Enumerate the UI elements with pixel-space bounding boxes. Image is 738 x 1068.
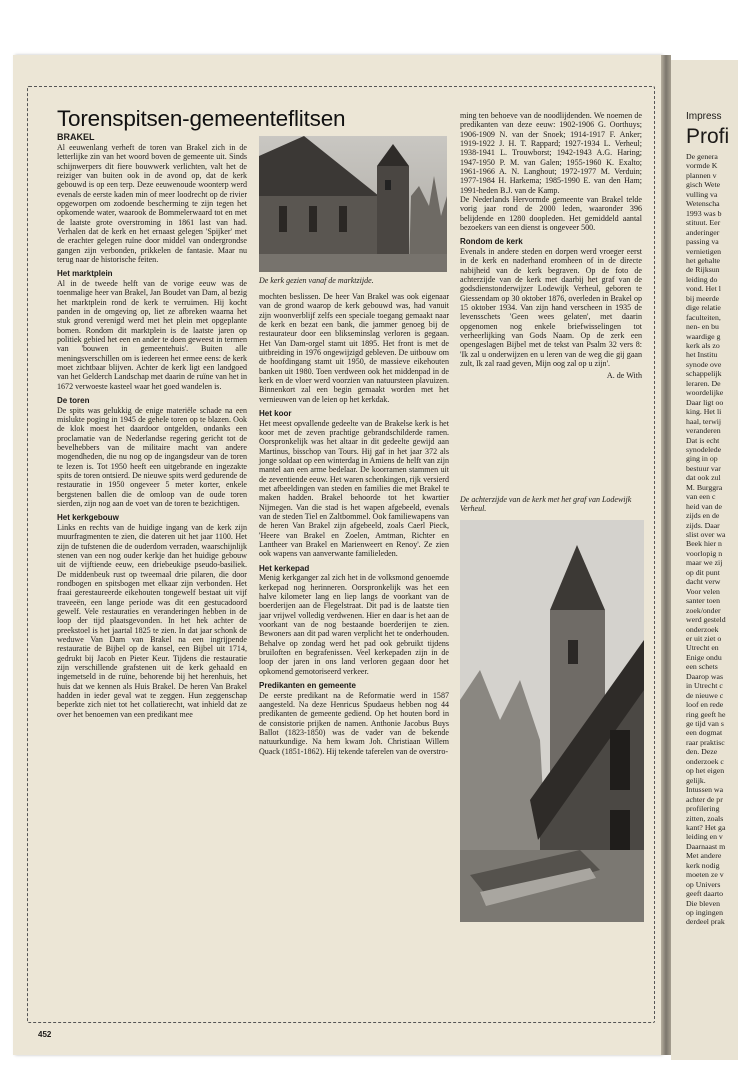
next-page-line: vulling va <box>686 189 718 199</box>
next-page-line: het Institu <box>686 350 718 360</box>
photo1-caption: De kerk gezien vanaf de marktzijde. <box>259 276 374 285</box>
next-page-line: op dit punt <box>686 567 720 577</box>
next-page-line: Daarnaast m <box>686 841 726 851</box>
next-page-line: in Utrecht c <box>686 681 723 691</box>
next-page-line: een dogmat <box>686 728 723 738</box>
next-page-line: achter de pr <box>686 794 723 804</box>
next-page-line: onderzoek c <box>686 756 724 766</box>
column-1 <box>57 143 247 719</box>
next-page-line: stituut. Eer <box>686 218 721 228</box>
next-page-line: Met andere <box>686 851 722 861</box>
next-page-line: dige relatie <box>686 303 721 313</box>
column-2 <box>259 292 449 756</box>
next-page-line: Dat is echt <box>686 435 720 445</box>
page-number: 452 <box>38 1030 52 1039</box>
next-page-line: synode ove <box>686 359 722 369</box>
heading-toren: De toren <box>57 396 90 406</box>
next-page-line: Daarop was <box>686 671 724 681</box>
next-page-line: dacht verw <box>686 577 721 587</box>
next-page-line: vernietigen <box>686 246 722 256</box>
column-3 <box>460 111 642 381</box>
next-page-line: derdeel prak <box>686 917 725 927</box>
next-page-line: op het eigen <box>686 766 725 776</box>
next-page-line: kerk nodig <box>686 860 720 870</box>
next-page-line: faculteiten, <box>686 312 721 322</box>
next-page-line: zoek/onder <box>686 605 721 615</box>
next-page-line: De genera <box>686 152 718 161</box>
paragraph-kerkgebouw: Links en rechts van de huidige ingang van de kerk zijn muurfragmenten te zien, die dateren uit het jaar 1100. Het zijn de tufstenen die de ouderdom verraden, waarschijnlijk stenen van een nog ouder kerkje dan het huidige gebouw uit de vijftiende eeuw, een driebeukige pseudo-basiliek. De middenbeuk rust op tweemaal drie pilaren, die door rondbogen en spitsbogen met elkaar zijn verbonden. Het fraai gerestaureerde eikehouten tongewelf bestaat uit vijf traveeën, een lange periode was dit een gestucadoord gewelf. Vele restauraties en veranderingen hebben in de loop der tijd plaatsgevonden. In het hek achter de preekstoel is het jaartal 1825 te zien. In dat jaar schonk de weduwe Van Dam van Brakel na een ingrijpende restauratie de Bijbel op de kansel, een Bijbel uit 1714, gedrukt bij Jacob en Pieter Keur. Tijdens die restauratie zijn verschillende grafstenen uit de kerk gehaald en ingemetseld in de ruïne, behorende bij het herenhuis, het huis dat we kennen als Huis Brakel. De heren Van Brakel hadden in ieder geval wat te zeggen. Hun zeggenschap beperkte zich niet tot het collatierecht, wat inhield dat ze over het benoemen van een predikant mee <box>57 522 247 719</box>
paragraph-orgel: mochten beslissen. De heer Van Brakel was ook eigenaar van de grond waarop de kerk gebouwd was, had vanuit zijn woonverblijf zelfs een speciale toegang gemaakt naar de kerk en bezat een bank, die jammer genoeg bij de restaurateur door een blikseminslag verloren is gegaan. Het Van Dam-orgel stamt uit 1895. Het front is met de uitbreiding in 1976 ongewijzigd gebleven. De uitbouw om de hoofdingang stamt uit 1950, de massieve eikehouten banken uit 1980. Toen verdween ook het middenpad in de kerk en de vloer werd voorzien van natuursteen plavuizen. Binnenkort zal een begin gemaakt worden met het vernieuwen van de leien op het kerkdak. <box>259 292 449 404</box>
heading-marktplein: Het marktplein <box>57 269 113 279</box>
next-page-line: werd gesteld <box>686 615 726 625</box>
next-page-line: kerk als zo <box>686 341 720 350</box>
next-page-line: het gehalte <box>686 255 720 265</box>
next-page-line: zijds. Daar <box>686 520 720 530</box>
paragraph-predikanten: De eerste predikant na de Reformatie werd in 1587 aangesteld. Na deze Henricus Spudaeus hebben nog 44 predikanten de gemeente gediend. Op het houten bord in de consistorie prijken de namen. Anthonie Jacobus Buys Ballot (1823-1850) was de vader van de bekende natuurkundige. Na hem kwam Joh. Christiaan Willem Quack (1851-1862). Hij tekende taferelen van de overstro- <box>259 690 449 756</box>
next-page-line: plannen v <box>686 170 717 180</box>
next-page-line: Die bleven <box>686 898 720 908</box>
next-page-line: woordelijke <box>686 388 724 398</box>
article-title: Torenspitsen-gemeenteflitsen <box>57 106 346 131</box>
article-author: A. de With <box>606 371 642 381</box>
next-page-line: ring geeft he <box>686 709 726 719</box>
church-photo-image <box>259 136 447 272</box>
next-page-line: gisch Wete <box>686 180 721 190</box>
next-page-line: anderinger <box>686 227 720 237</box>
paragraph-gemeente: De Nederlands Hervormde gemeente van Brakel telde vorig jaar rond de 2000 leden, waaronder 396 belijdende en 1280 doopleden. Het gemiddeld aantal bezoekers van een dienst is ongeveer 500. <box>460 195 642 233</box>
next-page-line: leiding do <box>686 274 718 284</box>
heading-kerkepad: Het kerkepad <box>259 563 310 573</box>
next-page-line: slist over wa <box>686 530 726 539</box>
next-page-line: onderzoek <box>686 624 719 634</box>
paragraph-predikanten-list: ming ten behoeve van de noodlijdenden. We noemen de predikanten van deze eeuw: 1902-1906 G. Oorthuys; 1906-1909 N. van der Snoek; 1914-1917 F. Anker; 1919-1922 J. H. T. Rappard; 1927-1934 L. Verheul; 1938-1941 L. Trouwborst; 1942-1943 A.G. Haring; 1947-1950 P. M. van Galen; 1955-1960 K. Exalto; 1961-1966 A. N. Langhout; 1972-1977 M. Verduin; 1977-1984 H. Harkema; 1985-1990 E. van den Ham; 1991-heden B.J. van de Kamp. <box>460 111 642 195</box>
next-page-line: voorlopig n <box>686 548 723 558</box>
next-page-line: Daar ligt oo <box>686 397 724 407</box>
next-page-line: heid van de <box>686 501 722 511</box>
next-page-line: van een c <box>686 492 716 502</box>
intro-paragraph: Al eeuwenlang verheft de toren van Brakel zich in de letterlijke zin van het woord boven de gemeente uit. Sinds schijnwerpers dit fiere bouwwerk verlichten, valt het de reiziger van buiten ook in de avond op, dat de kerk gebouwd is op een terp. Deze eeuwenoude woonterp werd evenals de eerste kaden min of meer loodrecht op de rivier opgeworpen om zodoende bescherming te zijn tegen het opkomende water, waarook de Bommelerwaard tot en met de laatste grote overstroming in 1861 last van had. Verhalen dat de kerk en het ernaast gelegen 'Spijker' met de erachter gelegen ruïne door middel van ondergrondse gangen zijn verbonden, prikkelen de fantasie. Maar nu terug naar de historische feiten. <box>57 143 247 265</box>
next-page-line: den. Deze <box>686 747 718 757</box>
next-page-line: haal, terwij <box>686 416 722 426</box>
paragraph-marktplein: Al in de tweede helft van de vorige eeuw was de toenmalige heer van Brakel, Jan Boudet van Dam, al bezig het marktplein rond de kerk te verruimen. Hij kocht panden in de omgeving op, liet ze afbreken waarna het stuk grond verenigd werd met het plein met opgeplante bomen. Rondom dit marktplein is de laatste jaren op politiek gebied het een en ander te doen geweest in termen van 'bouwen in gemeentehuis'. Buiten alle meningsverschillen om is iedereen het ermee eens: de kerk moet zichtbaar blijven. Achter de kerk ligt een landgoed van het Gelderch Landschap met daarin de ruïne van het in 1672 verwoeste kasteel waar het goed wandelen is. <box>57 278 247 391</box>
photo2-caption: De achterzijde van de kerk met het graf van Lodewijk Verheul. <box>460 495 632 514</box>
church-photo-market-side <box>259 136 447 272</box>
next-page-line: zijds en de <box>686 511 720 521</box>
next-page-line: Utrecht en <box>686 643 719 653</box>
next-page-line: Intussen wa <box>686 785 724 795</box>
next-page-line: zitten, zoals <box>686 813 724 823</box>
next-page-line: ging in op <box>686 454 718 464</box>
next-page-line: santer toen <box>686 596 720 606</box>
next-page-line: leiding en v <box>686 832 723 842</box>
next-page-line: Wetenscha <box>686 199 720 209</box>
church-rear-image <box>460 520 644 922</box>
next-page-line: Beek hier n <box>686 539 722 549</box>
paragraph-koor: Het meest opvallende gedeelte van de Brakelse kerk is het koor met de zeven prachtige gebrandschilderde ramen. Oorspronkelijk was het altaar in dit gedeelte gewijd aan Martinus, bisschop van Tours. Hij gaf in het jaar 372 als jonge soldaat op een winterdag in Amiens de helft van zijn mantel aan een arme bedelaar. De koorramen stammen uit de zeventiende eeuw. Het waren schenkingen, rijk versierd met afbeeldingen van steden en families die met Brakel te maken hadden. Brakel behoorde tot het kwartier Nijmegen. Van die stad is het wapen afgebeeld, evenals van de steden Tiel en Zaltbommel. Ook familiewapens van de heren Van Brakel zijn afgebeeld, zoals Caerl Pieck, 'Heere van Brakel en Zoelen, Amtman, Richter en Lantheer van Brakel en Marienweert en Renoy'. Ze zien ook wapens van aanverwante familieleden. <box>259 418 449 559</box>
next-page-line: king. Het li <box>686 407 722 417</box>
next-page-line: kant? Het ga <box>686 822 726 832</box>
paragraph-toren: De spits was gelukkig de enige materiële schade na een mislukte poging in 1945 de gehele toren op te blazen. Ook de klok moest het daardoor ontgelden, ondanks een proclamatie van de Nederlandse regering gericht tot de bevelhebbers van de militaire macht van andere mogendheden, die nu nog op de ingangsdeur van de toren te lezen is. Tot 1950 heeft een uitgebrande en ingezakte spits de toren ontsierd. De nieuwe spits werd gedurende de restauratie in 1950 ongeveer 5 meter korter, enkele bergstenen ballen die de omloop van de oude toren sierden, zijn nog aan de voet van de toren te bezichtigen. <box>57 405 247 509</box>
paragraph-rondom: Evenals in andere steden en dorpen werd vroeger eerst in de kerk en naderhand eromheen of in de directe nabijheid van de kerk begraven. Op de foto de achterzijde van de kerk met daarbij het graf van de godsdienstonderwijzer Lodewijk Verheul, geboren te Giessendam op 30 oktober 1876, overleden in Brakel op 15 oktober 1934. Van zijn hand verscheen in 1935 de levensschets 'Geen wees gelaten', met daarin opgenomen nog enkele briefwisselingen tot verheerlijking van Gods Naam. Op de zerk een opengeslagen Bijbel met de tekst van Psalm 32 vers 8: 'Ik zal u onderwijzen en u leren van de weg die gij gaan zult, Ik zal raad geven, Mijn oog zal op u zijn'. <box>460 246 642 369</box>
next-page-line: geeft daarto <box>686 889 724 899</box>
next-page-title: Profi <box>686 125 730 148</box>
next-page-line: vond. Het l <box>686 284 721 294</box>
heading-predikanten: Predikanten en gemeente <box>259 681 356 691</box>
heading-koor: Het koor <box>259 409 292 419</box>
heading-kerkgebouw: Het kerkgebouw <box>57 513 119 523</box>
next-page-line: loof en rede <box>686 700 724 710</box>
next-page-line: waardige g <box>686 331 721 341</box>
next-page-line: raar praktisc <box>686 737 725 747</box>
next-page-line: op ingingen <box>686 908 724 917</box>
next-page-line: een schets <box>686 662 718 672</box>
next-page-line: de nieuwe c <box>686 690 724 700</box>
church-photo-rear-grave <box>460 520 644 922</box>
next-page-line: nen- en bu <box>686 322 719 332</box>
article-kicker: BRAKEL <box>57 132 95 142</box>
next-page-line: bestuur var <box>686 463 721 473</box>
next-page-line: op Univers <box>686 879 721 889</box>
page-gutter <box>661 55 671 1055</box>
next-page-line: moeten ze v <box>686 870 724 880</box>
next-page-line: maar we zij <box>686 558 723 568</box>
next-page-line: bij meerde <box>686 293 720 303</box>
next-page-line: gelijk. <box>686 775 706 785</box>
next-page-line: Enige ondu <box>686 652 722 662</box>
next-page-line: synodelede <box>686 444 722 454</box>
next-page-line: Voor velen <box>686 586 720 596</box>
heading-rondom: Rondom de kerk <box>460 237 523 247</box>
next-page-line: ge tijd van s <box>686 719 724 728</box>
next-page-line: M. Burggra <box>686 482 723 492</box>
next-page-header: Impress <box>686 111 722 122</box>
next-page-line: dat ook zul <box>686 473 721 483</box>
paragraph-kerkepad: Menig kerkganger zal zich het in de volksmond genoemde kerkepad nog herinneren. Oorspronkelijk was het een halve kilometer lang en liep langs de voorkant van de boerderijen aan de Flegelstraat. Dit pad is de laatste tien jaar vrijwel volledig verdwenen. Hier en daar is het aan de voorkant van de nog bestaande boerderijen te zien. Bewoners aan dit pad waren verplicht het te onderhouden. Behalve op zondag werd het pad ook gebruikt tijdens bruiloften en begrafenissen. Veel kerkepaden zijn in de loop der jaren in ons land verloren gegaan door het opkomend gemotoriseerd verkeer. <box>259 573 449 676</box>
next-page-line: leraren. De <box>686 378 721 388</box>
next-page-line: de Rijksun <box>686 265 720 275</box>
next-page-line: profilering <box>686 804 720 814</box>
next-page-line: veranderen <box>686 426 721 436</box>
next-page-line: passing va <box>686 237 719 247</box>
next-page-line: 1993 was b <box>686 208 722 218</box>
next-page-line: schappelijk <box>686 369 722 379</box>
next-page-line: er uit ziet o <box>686 633 722 643</box>
next-page-line: vormde K <box>686 161 718 171</box>
